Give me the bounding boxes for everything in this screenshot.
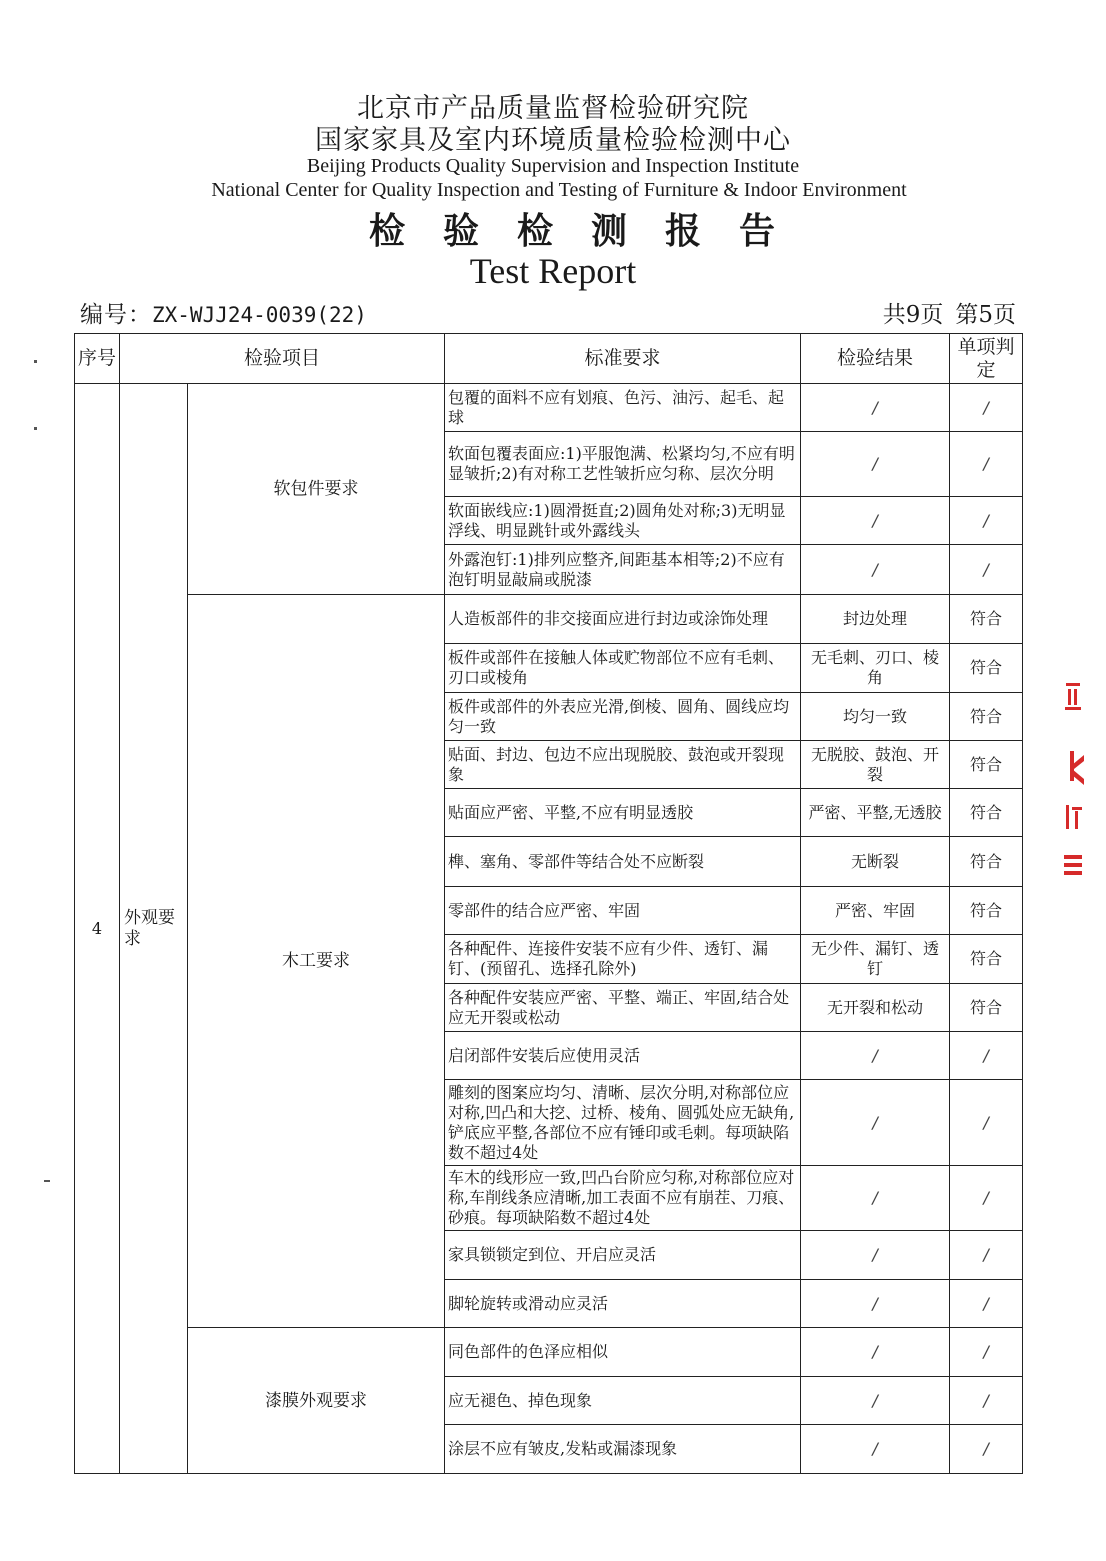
verdict-cell: / [950,545,1023,595]
result-cell: / [801,1080,950,1166]
result-cell: / [801,384,950,432]
result-cell: / [801,545,950,595]
seq-cell: 4 [75,384,120,1474]
subgroup-cell: 木工要求 [188,595,445,1328]
result-cell: 无少件、漏钉、透钉 [801,935,950,984]
requirement-cell: 零部件的结合应严密、牢固 [445,887,801,935]
report-title-en: Test Report [469,251,637,291]
verdict-cell: / [950,384,1023,432]
result-cell: / [801,1231,950,1280]
result-cell: / [801,1280,950,1328]
result-cell: / [801,1328,950,1377]
verdict-cell: 符合 [950,693,1023,741]
verdict-cell: 符合 [950,595,1023,644]
requirement-cell: 榫、塞角、零部件等结合处不应断裂 [445,837,801,887]
result-cell: / [801,1425,950,1474]
requirement-cell: 外露泡钉:1)排列应整齐,间距基本相等;2)不应有泡钉明显敲扁或脱漆 [445,545,801,595]
result-cell: 无断裂 [801,837,950,887]
center-name-en: National Center for Quality Inspection and Testing of Furniture & Indoor Environment [211,179,907,201]
report-number [80,296,367,329]
result-cell: 无脱胶、鼓泡、开裂 [801,741,950,789]
result-cell: 无开裂和松动 [801,984,950,1032]
inspection-table [74,333,1023,1474]
subgroup-cell: 漆膜外观要求 [188,1328,445,1474]
verdict-cell: 符合 [950,837,1023,887]
result-cell: 严密、平整,无透胶 [801,789,950,837]
result-cell: / [801,1032,950,1080]
result-cell: / [801,1377,950,1425]
current-page: 第5页 [955,302,1016,328]
requirement-cell: 应无褪色、掉色现象 [445,1377,801,1425]
table-header-row [75,334,1023,384]
report-number-value: ZX-WJJ24-0039(22) [152,303,367,327]
verdict-cell: / [950,432,1023,497]
requirement-cell: 涂层不应有皱皮,发粘或漏漆现象 [445,1425,801,1474]
requirement-cell: 贴面、封边、包边不应出现脱胶、鼓泡或开裂现象 [445,741,801,789]
requirement-cell: 雕刻的图案应均匀、清晰、层次分明,对称部位应对称,凹凸和大挖、过桥、棱角、圆弧处应无缺角,铲底应平整,各部位不应有锤印或毛刺。每项缺陷数不超过4处 [445,1080,801,1166]
result-cell: 均匀一致 [801,693,950,741]
scan-dot [34,427,37,430]
verdict-cell: / [950,1280,1023,1328]
header-item: 检验项目 [120,334,445,384]
table-row [75,595,1023,644]
verdict-cell: 符合 [950,789,1023,837]
org-name-en: Beijing Products Quality Supervision and Inspection Institute [306,155,800,177]
table-row [75,1328,1023,1377]
org-name-cn: 北京市产品质量监督检验研究院 [357,93,749,124]
verdict-cell: 符合 [950,741,1023,789]
requirement-cell: 包覆的面料不应有划痕、色污、油污、起毛、起球 [445,384,801,432]
requirement-cell: 车木的线形应一致,凹凸台阶应匀称,对称部位应对称,车削线条应清晰,加工表面不应有崩茬、刀痕、砂痕。每项缺陷数不超过4处 [445,1166,801,1231]
header-seq: 序号 [75,334,120,384]
requirement-cell: 软面包覆表面应:1)平服饱满、松紧均匀,不应有明显皱折;2)有对称工艺性皱折应匀称、层次分明 [445,432,801,497]
seal-stamp-fragment [1060,665,1086,885]
scan-dot [44,1180,50,1182]
requirement-cell: 同色部件的色泽应相似 [445,1328,801,1377]
verdict-cell: / [950,1425,1023,1474]
scan-dot [34,360,37,363]
verdict-cell: / [950,497,1023,545]
report-number-label: 编号： [80,302,152,328]
result-cell: 严密、牢固 [801,887,950,935]
requirement-cell: 脚轮旋转或滑动应灵活 [445,1280,801,1328]
result-cell: / [801,432,950,497]
requirement-cell: 启闭部件安装后应使用灵活 [445,1032,801,1080]
requirement-cell: 板件或部件在接触人体或贮物部位不应有毛刺、刃口或棱角 [445,644,801,693]
result-cell: / [801,497,950,545]
verdict-cell: / [950,1328,1023,1377]
report-title-cn: 检验检测报告 [368,210,813,252]
verdict-cell: 符合 [950,935,1023,984]
table-body [75,384,1023,1474]
result-cell: 无毛刺、刃口、棱角 [801,644,950,693]
verdict-cell: 符合 [950,887,1023,935]
subgroup-cell: 软包件要求 [188,384,445,595]
header-verdict: 单项判定 [950,334,1023,384]
verdict-cell: / [950,1166,1023,1231]
header-standard: 标准要求 [445,334,801,384]
requirement-cell: 软面嵌线应:1)圆滑挺直;2)圆角处对称;3)无明显浮线、明显跳针或外露线头 [445,497,801,545]
result-cell: 封边处理 [801,595,950,644]
verdict-cell: / [950,1032,1023,1080]
result-cell: / [801,1166,950,1231]
requirement-cell: 家具锁锁定到位、开启应灵活 [445,1231,801,1280]
requirement-cell: 各种配件安装应严密、平整、端正、牢固,结合处应无开裂或松动 [445,984,801,1032]
page-indicator [883,296,1016,329]
requirement-cell: 板件或部件的外表应光滑,倒棱、圆角、圆线应均匀一致 [445,693,801,741]
header-result: 检验结果 [801,334,950,384]
requirement-cell: 贴面应严密、平整,不应有明显透胶 [445,789,801,837]
requirement-cell: 各种配件、连接件安装不应有少件、透钉、漏钉、(预留孔、选择孔除外) [445,935,801,984]
verdict-cell: / [950,1377,1023,1425]
requirement-cell: 人造板部件的非交接面应进行封边或涂饰处理 [445,595,801,644]
total-pages: 共9页 [882,302,944,328]
table-row [75,384,1023,432]
verdict-cell: / [950,1080,1023,1166]
verdict-cell: 符合 [950,984,1023,1032]
verdict-cell: 符合 [950,644,1023,693]
category-cell: 外观要求 [120,384,188,1474]
center-name-cn: 国家家具及室内环境质量检验检测中心 [315,125,791,156]
verdict-cell: / [950,1231,1023,1280]
